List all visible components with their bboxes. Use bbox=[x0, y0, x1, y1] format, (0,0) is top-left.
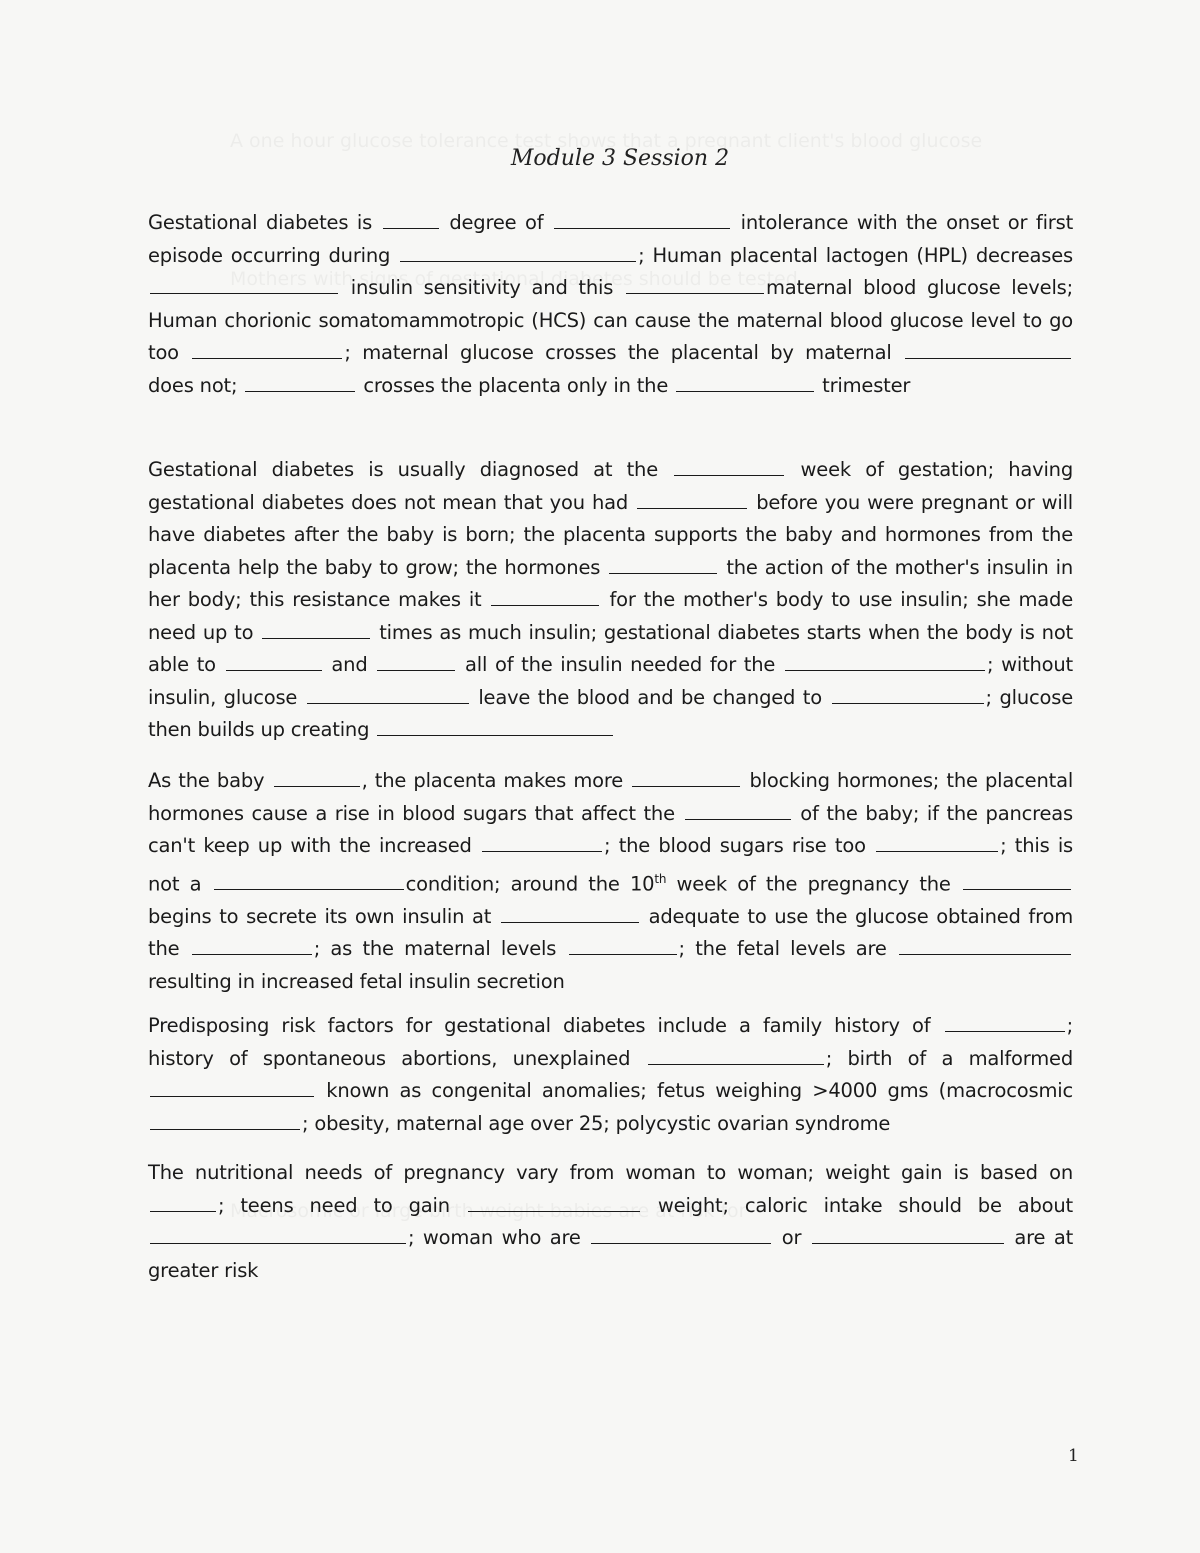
fill-blank[interactable] bbox=[899, 936, 1071, 955]
text-segment: of the baby; if the pancreas can't keep up with the increased bbox=[148, 801, 1074, 857]
fill-blank[interactable] bbox=[383, 210, 439, 229]
text-segment: adequate to use the glucose obtained from the bbox=[148, 904, 1074, 960]
fill-blank[interactable] bbox=[609, 555, 717, 574]
text-segment: ; as the maternal levels bbox=[313, 937, 557, 960]
fill-blank[interactable] bbox=[150, 1225, 406, 1244]
text-segment: ; glucose then builds up creating bbox=[148, 685, 1074, 741]
fill-blank[interactable] bbox=[676, 373, 814, 392]
text-segment: week of the pregnancy the bbox=[666, 872, 951, 895]
paragraph-diagnosis bbox=[148, 454, 1073, 747]
text-segment: blocking hormones; the placental hormones cause a rise in blood sugars that affect the bbox=[148, 769, 1074, 825]
fill-blank[interactable] bbox=[274, 768, 360, 787]
text-segment: Gestational diabetes is bbox=[148, 211, 373, 234]
fill-blank[interactable] bbox=[262, 620, 370, 639]
fill-blank[interactable] bbox=[468, 1193, 640, 1212]
fill-blank[interactable] bbox=[945, 1013, 1065, 1032]
fill-blank[interactable] bbox=[150, 275, 338, 294]
fill-blank[interactable] bbox=[963, 871, 1071, 890]
fill-blank[interactable] bbox=[812, 1225, 1004, 1244]
fill-blank[interactable] bbox=[150, 1193, 216, 1212]
text-segment: all of the insulin needed for the bbox=[465, 653, 776, 676]
fill-blank[interactable] bbox=[226, 652, 322, 671]
fill-blank[interactable] bbox=[785, 652, 985, 671]
text-segment: Predisposing risk factors for gestational diabetes include a family history of bbox=[148, 1014, 931, 1037]
text-segment: the action of the mother's insulin in her body; this resistance makes it bbox=[148, 555, 1074, 611]
fill-blank[interactable] bbox=[150, 1078, 314, 1097]
text-segment: As the baby bbox=[148, 769, 265, 792]
fill-blank[interactable] bbox=[377, 652, 455, 671]
text-segment: The nutritional needs of pregnancy vary from woman to woman; weight gain is based on bbox=[148, 1161, 1073, 1184]
fill-blank[interactable] bbox=[637, 490, 747, 509]
fill-blank[interactable] bbox=[632, 768, 740, 787]
fill-blank[interactable] bbox=[491, 587, 599, 606]
fill-blank[interactable] bbox=[569, 936, 677, 955]
text-segment: before you were pregnant or will have diabetes after the baby is born; the placenta supports the baby and hormones from the placenta help the baby to grow; the hormones bbox=[148, 490, 1074, 579]
text-segment: ; teens need to gain bbox=[218, 1193, 450, 1217]
page-number: 1 bbox=[1068, 1446, 1079, 1466]
text-segment: , the placenta makes more bbox=[361, 769, 624, 792]
paragraph-placental-hormones bbox=[148, 765, 1073, 998]
fill-blank[interactable] bbox=[501, 904, 639, 923]
text-segment: leave the blood and be changed to bbox=[478, 685, 822, 709]
text-segment: times as much insulin; gestational diabetes starts when the body is not able to bbox=[148, 620, 1073, 676]
text-segment: ; Human placental lactogen (HPL) decreases bbox=[638, 243, 1074, 267]
text-segment: week of gestation; having gestational diabetes does not mean that you had bbox=[148, 458, 1074, 514]
fill-blank[interactable] bbox=[648, 1046, 824, 1065]
text-segment: maternal blood glucose levels; Human chorionic somatomammotropic (HCS) can cause the maternal blood glucose level to go too bbox=[148, 276, 1073, 364]
text-segment: ; birth of a malformed bbox=[825, 1046, 1074, 1070]
page-title: Module 3 Session 2 bbox=[510, 146, 730, 171]
text-segment: ; the fetal levels are bbox=[678, 937, 887, 960]
ordinal-suffix: th bbox=[654, 871, 667, 886]
text-segment: ; history of spontaneous abortions, unexplained bbox=[148, 1014, 1073, 1070]
fill-blank[interactable] bbox=[150, 1111, 300, 1130]
fill-blank[interactable] bbox=[832, 685, 984, 704]
text-segment: ; the blood sugars rise too bbox=[604, 834, 866, 857]
text-segment: and bbox=[331, 653, 368, 676]
fill-blank[interactable] bbox=[674, 457, 784, 476]
fill-blank[interactable] bbox=[400, 243, 636, 262]
text-segment: degree of bbox=[449, 211, 544, 234]
fill-blank[interactable] bbox=[377, 717, 613, 736]
fill-blank[interactable] bbox=[214, 871, 404, 890]
text-segment: begins to secrete its own insulin at bbox=[148, 904, 492, 928]
paragraph-gestational-definition bbox=[148, 207, 1073, 402]
fill-blank[interactable] bbox=[307, 685, 469, 704]
text-segment: for the mother's body to use insulin; she made need up to bbox=[148, 588, 1074, 644]
text-segment: known as congenital anomalies; fetus weighing >4000 gms (macrocosmic bbox=[326, 1079, 1073, 1102]
text-segment: or bbox=[781, 1226, 802, 1249]
fill-blank[interactable] bbox=[482, 833, 602, 852]
text-segment: intolerance with the onset or first episode occurring during bbox=[148, 211, 1074, 267]
text-segment: condition; around the 10 bbox=[405, 872, 655, 895]
text-segment: ; this is not a bbox=[148, 834, 1074, 895]
text-segment: insulin sensitivity and this bbox=[350, 276, 614, 299]
fill-blank[interactable] bbox=[192, 340, 342, 359]
fill-blank[interactable] bbox=[591, 1225, 771, 1244]
text-segment: are at greater risk bbox=[148, 1226, 1074, 1282]
text-segment: ; without insulin, glucose bbox=[148, 653, 1074, 709]
text-segment: weight; caloric intake should be about bbox=[657, 1193, 1073, 1217]
text-segment: does not; bbox=[148, 373, 238, 397]
text-segment: ; maternal glucose crosses the placental by maternal bbox=[344, 341, 892, 364]
text-segment: Gestational diabetes is usually diagnosed at the bbox=[148, 458, 658, 481]
fill-blank[interactable] bbox=[876, 833, 998, 852]
text-segment: resulting in increased fetal insulin secretion bbox=[148, 969, 565, 993]
text-segment: ; woman who are bbox=[408, 1226, 581, 1249]
paragraph-nutrition bbox=[148, 1157, 1073, 1287]
fill-blank[interactable] bbox=[685, 801, 791, 820]
text-segment: ; obesity, maternal age over 25; polycystic ovarian syndrome bbox=[302, 1111, 891, 1135]
fill-blank[interactable] bbox=[245, 373, 355, 392]
text-segment: crosses the placenta only in the bbox=[363, 373, 669, 397]
fill-blank[interactable] bbox=[905, 340, 1071, 359]
fill-blank[interactable] bbox=[192, 936, 312, 955]
text-segment: trimester bbox=[822, 373, 911, 397]
paragraph-risk-factors bbox=[148, 1010, 1073, 1140]
fill-blank[interactable] bbox=[626, 275, 764, 294]
fill-blank[interactable] bbox=[554, 210, 730, 229]
